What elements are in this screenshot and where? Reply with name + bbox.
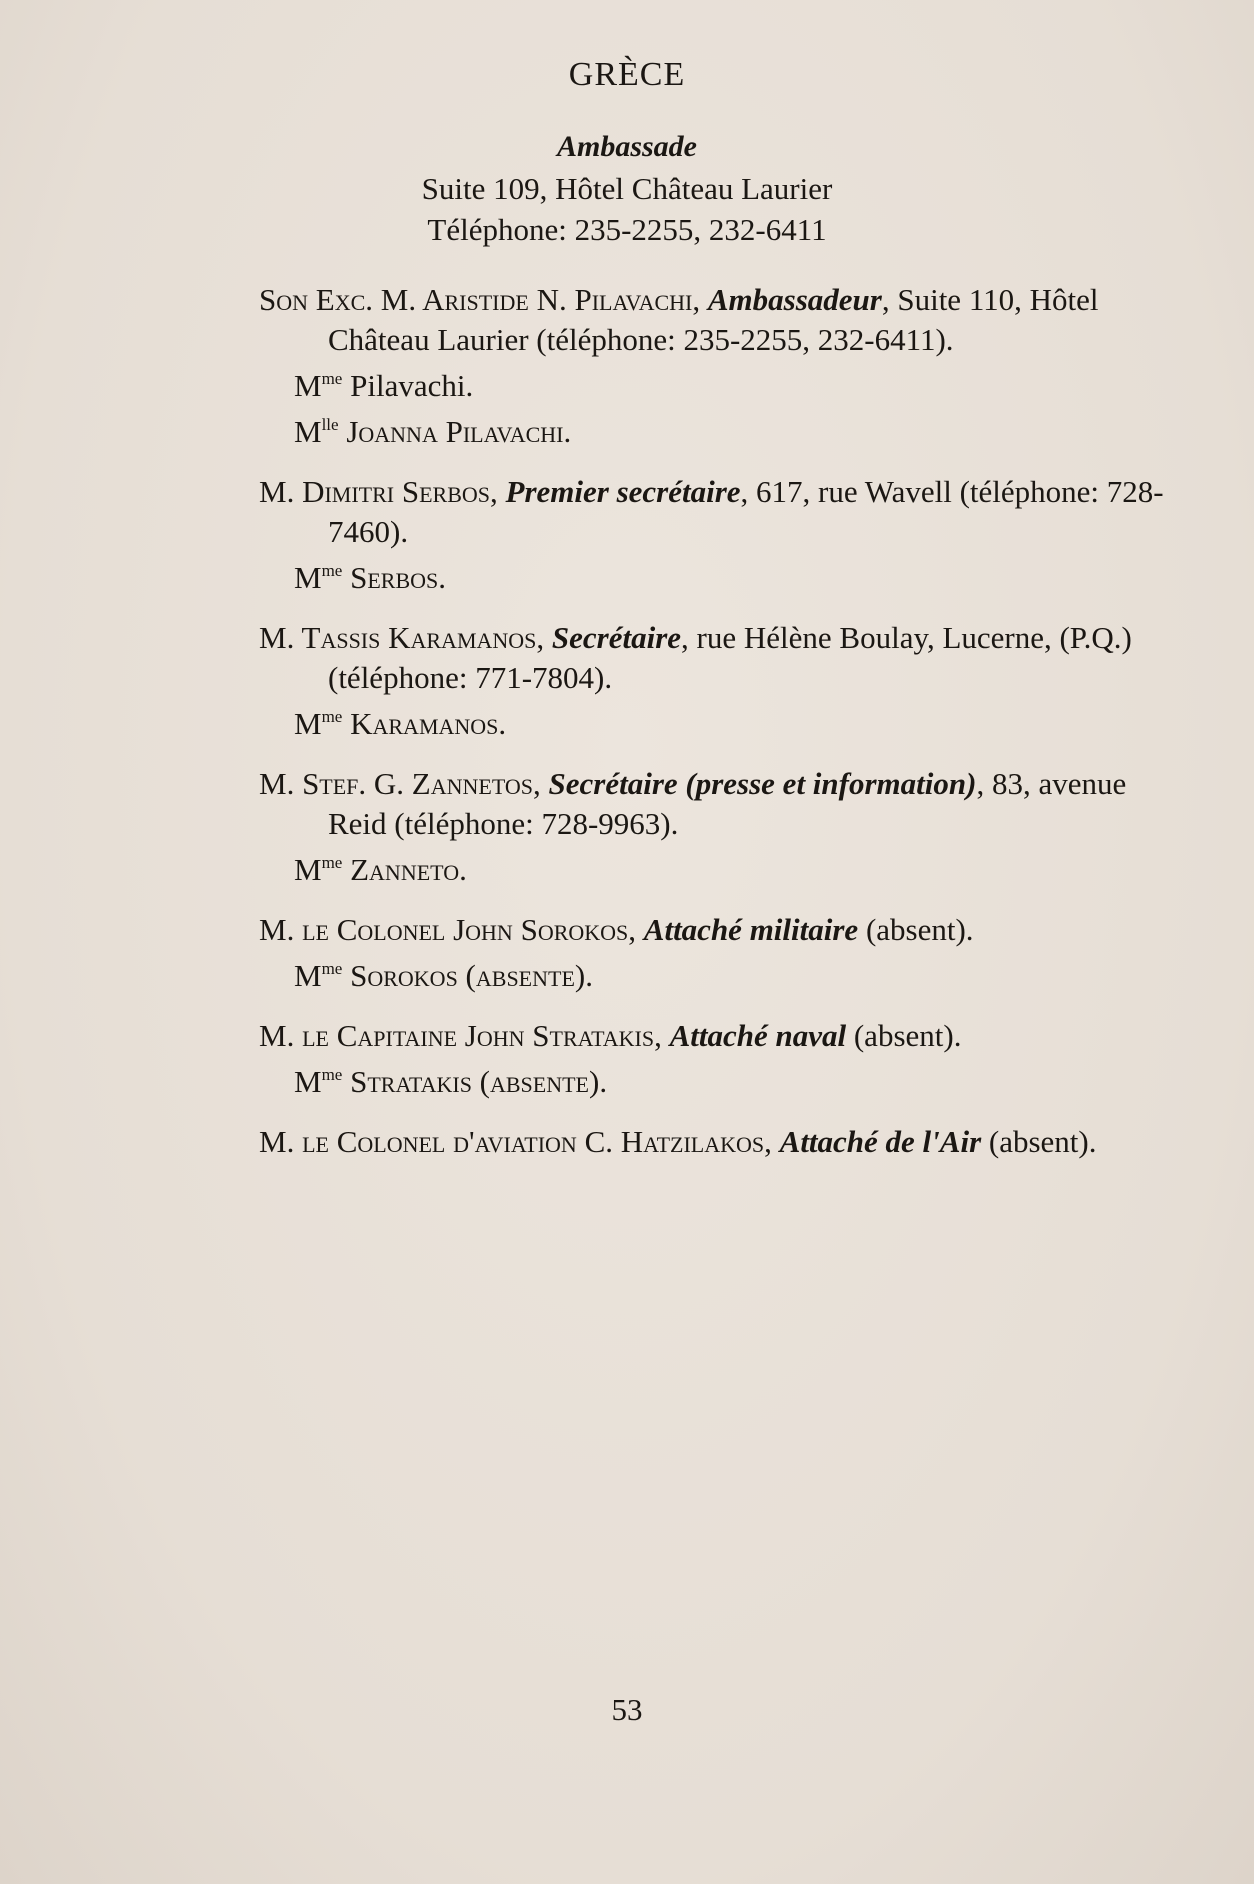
honorific: M <box>294 852 322 887</box>
separator: , <box>654 1018 670 1053</box>
staff-details: , 617, rue Wavell (téléphone: 728-7460). <box>328 474 1164 549</box>
staff-entry <box>259 618 1171 744</box>
staff-details: , Suite 110, Hôtel Château Laurier (téléphone: 235-2255, 232-6411). <box>328 282 1099 357</box>
staff-entry <box>259 910 1171 996</box>
staff-entry-line <box>259 472 1171 552</box>
family-member-name: Joanna Pilavachi. <box>346 414 572 449</box>
family-member-name: Stratakis (absente). <box>350 1064 608 1099</box>
staff-details: , 83, avenue Reid (téléphone: 728-9963). <box>328 766 1127 841</box>
staff-entry-line <box>259 764 1171 844</box>
honorific-superscript: me <box>321 959 343 978</box>
honorific-superscript: me <box>321 707 343 726</box>
staff-details: (absent). <box>858 912 974 947</box>
staff-details: (absent). <box>846 1018 962 1053</box>
staff-title: Attaché naval <box>669 1018 847 1053</box>
staff-entry <box>259 472 1171 598</box>
family-member <box>259 1062 1171 1102</box>
honorific: M <box>294 560 322 595</box>
staff-title: Attaché militaire <box>643 912 859 947</box>
separator: , <box>536 620 552 655</box>
honorific: M <box>294 368 322 403</box>
family-member-name: Karamanos. <box>350 706 507 741</box>
staff-entry-line <box>259 618 1171 698</box>
staff-title: Premier secrétaire <box>505 474 741 509</box>
honorific: M <box>294 706 322 741</box>
honorific-superscript: me <box>321 369 343 388</box>
honorific-superscript: lle <box>321 415 339 434</box>
staff-title: Secrétaire (presse et information) <box>548 766 977 801</box>
embassy-phone: Téléphone: 235-2255, 232-6411 <box>427 212 827 247</box>
country-heading: GRÈCE <box>568 56 686 93</box>
separator: , <box>533 766 549 801</box>
honorific: M <box>294 958 322 993</box>
staff-title: Secrétaire <box>551 620 682 655</box>
staff-entry <box>259 1122 1171 1162</box>
family-member <box>259 366 1171 406</box>
staff-entry <box>259 280 1171 452</box>
honorific: M <box>294 1064 322 1099</box>
page-number: 53 <box>611 1692 643 1727</box>
honorific-superscript: me <box>321 853 343 872</box>
staff-entry-line <box>259 1122 1171 1162</box>
family-member-name: Serbos. <box>350 560 447 595</box>
staff-title: Attaché de l'Air <box>779 1124 982 1159</box>
family-member-name: Pilavachi. <box>350 368 474 403</box>
staff-entry-line <box>259 910 1171 950</box>
staff-entry-line <box>259 1016 1171 1056</box>
family-member <box>259 850 1171 890</box>
staff-name: M. le Colonel John Sorokos <box>259 912 629 947</box>
separator: , <box>692 282 708 317</box>
honorific-superscript: me <box>321 561 343 580</box>
family-member-name: Sorokos (absente). <box>350 958 593 993</box>
family-member <box>259 412 1171 452</box>
honorific-superscript: me <box>321 1065 343 1084</box>
family-member <box>259 558 1171 598</box>
separator: , <box>764 1124 780 1159</box>
staff-name: M. Tassis Karamanos <box>259 620 537 655</box>
staff-name: M. le Colonel d'aviation C. Hatzilakos <box>259 1124 765 1159</box>
family-member-name: Zanneto. <box>350 852 467 887</box>
separator: , <box>628 912 644 947</box>
embassy-address: Suite 109, Hôtel Château Laurier <box>421 171 833 206</box>
staff-entry <box>259 764 1171 890</box>
family-member <box>259 956 1171 996</box>
staff-entry-line <box>259 280 1171 360</box>
honorific: M <box>294 414 322 449</box>
staff-name: M. le Capitaine John Stratakis <box>259 1018 655 1053</box>
separator: , <box>490 474 506 509</box>
staff-details: , rue Hélène Boulay, Lucerne, (P.Q.) (téléphone: 771-7804). <box>328 620 1132 695</box>
staff-name: M. Dimitri Serbos <box>259 474 491 509</box>
embassy-label: Ambassade <box>556 130 697 163</box>
staff-entry <box>259 1016 1171 1102</box>
staff-name: M. Stef. G. Zannetos <box>259 766 534 801</box>
staff-title: Ambassadeur <box>707 282 882 317</box>
staff-name: Son Exc. M. Aristide N. Pilavachi <box>259 282 693 317</box>
staff-list <box>259 280 1171 1182</box>
family-member <box>259 704 1171 744</box>
staff-details: (absent). <box>981 1124 1097 1159</box>
